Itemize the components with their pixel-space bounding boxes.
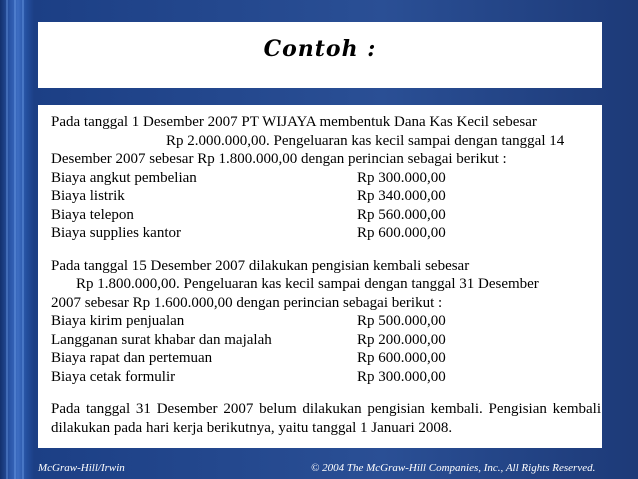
expense-amount: Rp 300.000,00 (357, 169, 446, 186)
footer-copyright: © 2004 The McGraw-Hill Companies, Inc., All Rights Reserved. (311, 462, 596, 474)
footer (38, 459, 612, 477)
expense-label: Biaya kirim penjualan (51, 313, 185, 329)
expense-amount: Rp 340.000,00 (357, 188, 446, 204)
expense-label: Biaya rapat dan pertemuan (51, 350, 213, 366)
decor-stripe (22, 0, 24, 479)
expense-amount: Rp 560.000,00 (357, 206, 446, 223)
decor-stripe (14, 0, 16, 479)
expense-label: Biaya supplies kantor (51, 225, 181, 241)
decor-stripe (6, 0, 8, 479)
expense-label: Langganan surat khabar dan majalah (51, 331, 272, 348)
slide-title: Contoh : (263, 36, 377, 62)
expense-row (51, 331, 601, 350)
expense-row (51, 368, 601, 387)
para2-line3: 2007 sebesar Rp 1.600.000,00 dengan perincian sebagai berikut : (51, 294, 443, 311)
expense-label: Biaya telepon (51, 206, 134, 223)
para1-line3: Desember 2007 sebesar Rp 1.800.000,00 dengan perincian sebagai berikut : (51, 151, 507, 167)
spacer (51, 243, 601, 257)
spacer (51, 386, 601, 400)
footer-publisher: McGraw-Hill/Irwin (38, 462, 125, 474)
expense-amount: Rp 600.000,00 (357, 350, 446, 366)
expense-row (51, 224, 601, 243)
expense-row (51, 169, 601, 188)
expense-row (51, 206, 601, 225)
expense-amount: Rp 600.000,00 (357, 225, 446, 241)
content-box (38, 105, 602, 448)
expense-label: Biaya listrik (51, 188, 125, 204)
expense-row (51, 187, 601, 206)
para3: Pada tanggal 31 Desember 2007 belum dilakukan pengisian kembali. Pengisian kembali dilakukan pada hari kerja berikutnya, yaitu tanggal 1 Januari 2008. (51, 401, 601, 436)
expense-amount: Rp 500.000,00 (357, 313, 446, 329)
para2-line2: Rp 1.800.000,00. Pengeluaran kas kecil sampai dengan tanggal 31 Desember (76, 276, 539, 292)
expense-row (51, 312, 601, 331)
para1-line2: Rp 2.000.000,00. Pengeluaran kas kecil sampai dengan tanggal 14 (166, 132, 565, 149)
para1-line1: Pada tanggal 1 Desember 2007 PT WIJAYA membentuk Dana Kas Kecil sebesar (51, 114, 537, 130)
expense-row (51, 349, 601, 368)
title-box (38, 22, 602, 88)
expense-amount: Rp 300.000,00 (357, 368, 446, 385)
para2-line1: Pada tanggal 15 Desember 2007 dilakukan pengisian kembali sebesar (51, 257, 470, 274)
expense-amount: Rp 200.000,00 (357, 331, 446, 348)
expense-label: Biaya angkut pembelian (51, 169, 197, 186)
content (51, 113, 601, 437)
expense-label: Biaya cetak formulir (51, 368, 176, 385)
